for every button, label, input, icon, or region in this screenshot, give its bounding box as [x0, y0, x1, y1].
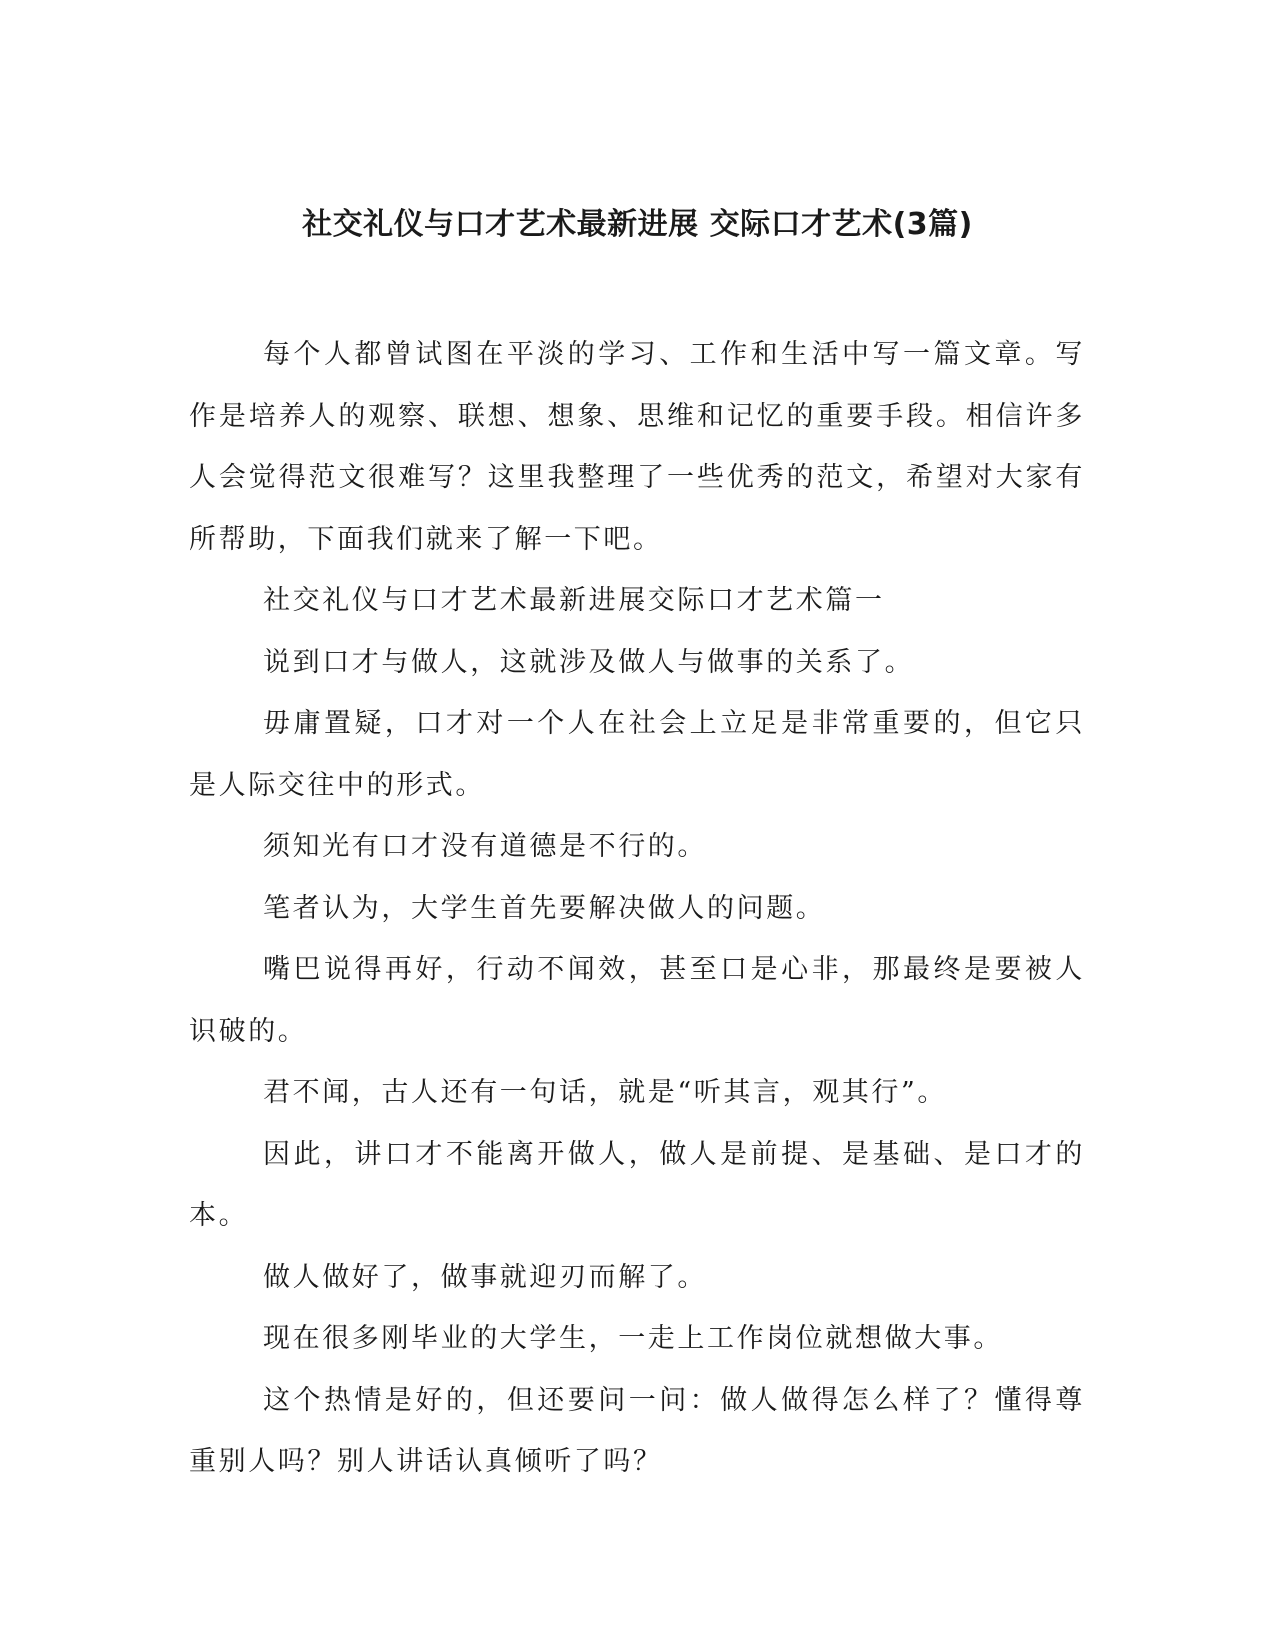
section-heading: 社交礼仪与口才艺术最新进展交际口才艺术篇一 [263, 585, 885, 616]
paragraph: 须知光有口才没有道德是不行的。 [263, 831, 707, 862]
paragraph: 嘴巴说得再好，行动不闻效，甚至口是心非，那最终是要被人识破的。 [189, 954, 1085, 1047]
paragraph: 说到口才与做人，这就涉及做人与做事的关系了。 [263, 646, 915, 678]
paragraph: 现在很多刚毕业的大学生，一走上工作岗位就想做大事。 [263, 1323, 1003, 1354]
document-body [189, 324, 1085, 1493]
paragraph: 每个人都曾试图在平淡的学习、工作和生活中写一篇文章。写作是培养人的观察、联想、想象、思维和记忆的重要手段。相信许多人会觉得范文很难写？这里我整理了一些优秀的范文，希望对大家有所帮助，下面我们就来了解一下吧。 [189, 339, 1085, 555]
paragraph: 做人做好了，做事就迎刃而解了。 [263, 1261, 707, 1293]
paragraph: 笔者认为，大学生首先要解决做人的问题。 [263, 892, 826, 924]
paragraph: 因此，讲口才不能离开做人，做人是前提、是基础、是口才的本。 [189, 1138, 1085, 1231]
paragraph: 毋庸置疑，口才对一个人在社会上立足是非常重要的，但它只是人际交往中的形式。 [189, 708, 1085, 801]
document-title: 社交礼仪与口才艺术最新进展 交际口才艺术(3篇) [302, 207, 973, 242]
paragraph: 君不闻，古人还有一句话，就是“听其言，观其行”。 [263, 1077, 948, 1108]
paragraph: 这个热情是好的，但还要问一问：做人做得怎么样了？懂得尊重别人吗？别人讲话认真倾听了吗？ [189, 1384, 1085, 1477]
